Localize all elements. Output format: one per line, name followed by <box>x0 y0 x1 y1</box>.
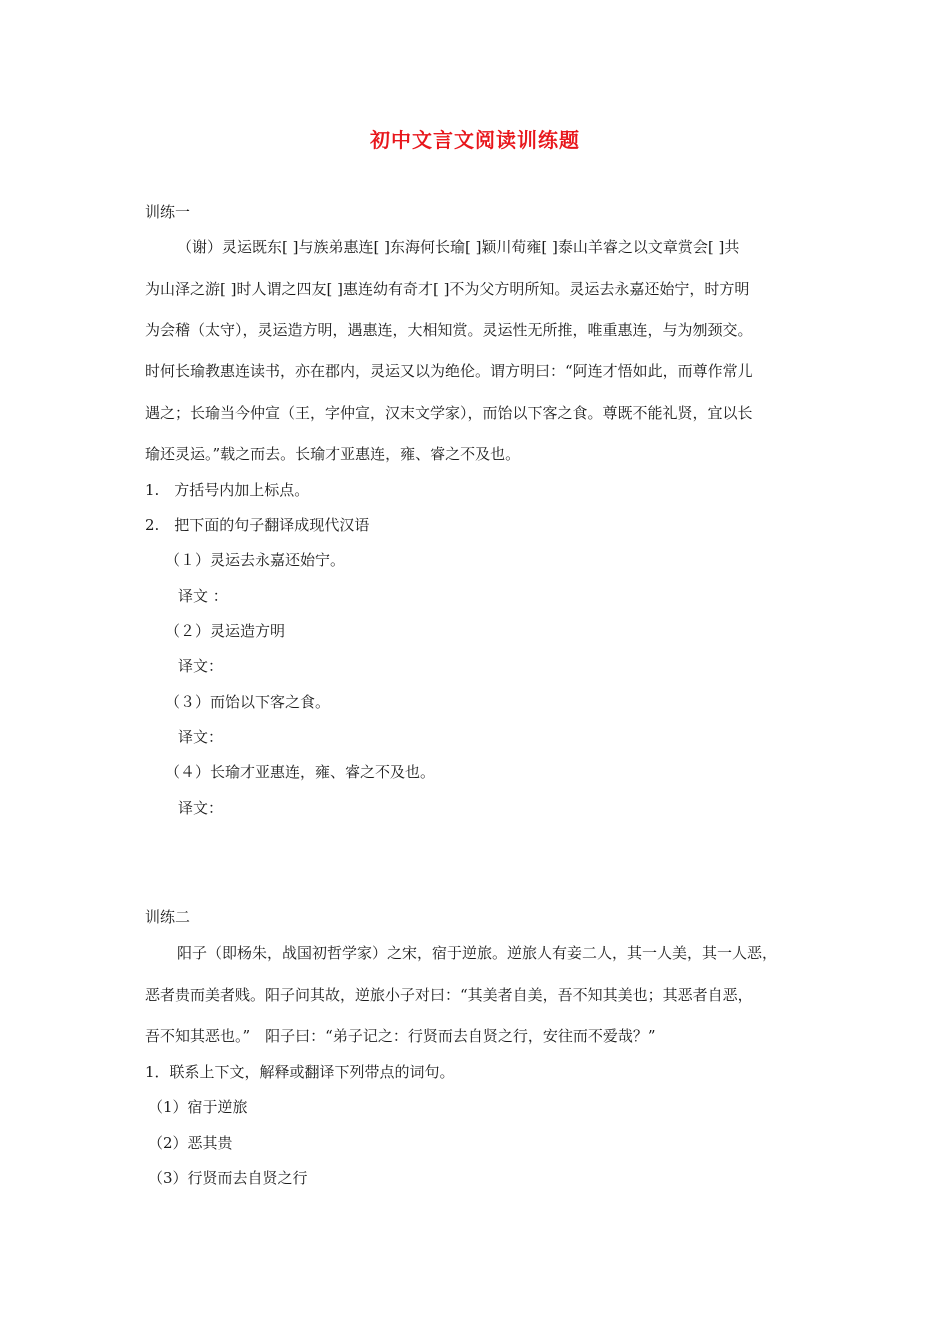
passage-line: 遇之；长瑜当今仲宣（王，字仲宣，汉末文学家），而饴以下客之食。尊既不能礼贤，宜以长 <box>145 404 753 422</box>
question: 1．联系上下文，解释或翻译下列带点的词句。 <box>145 1063 455 1081</box>
section-heading: 训练二 <box>145 908 191 926</box>
sub-question: （２）灵运造方明 <box>165 622 286 640</box>
section-heading: 训练一 <box>145 203 191 221</box>
passage-line: 阳子（即杨朱，战国初哲学家）之宋，宿于逆旅。逆旅人有妾二人，其一人美，其一人恶， <box>177 944 778 962</box>
passage-line: 为山泽之游[ ]时人谓之四友[ ]惠连幼有奇才[ ]不为父方明所知。灵运去永嘉还始宁，时方明 <box>145 280 750 298</box>
passage-line: 为会稽（太守），灵运造方明，遇惠连，大相知赏。灵运性无所推，唯重惠连，与为刎颈交。 <box>145 321 753 339</box>
answer-label: 译文： <box>178 728 224 746</box>
answer-label: 译文： <box>178 657 224 675</box>
sub-question: （3）行贤而去自贤之行 <box>148 1169 308 1187</box>
sub-question: （１）灵运去永嘉还始宁。 <box>165 551 346 569</box>
sub-question: （３）而饴以下客之食。 <box>165 693 331 711</box>
document-title: 初中文言文阅读训练题 <box>370 128 580 152</box>
answer-label: 译文： <box>178 799 224 817</box>
passage-line: 瑜还灵运。”载之而去。长瑜才亚惠连，雍、睿之不及也。 <box>145 445 521 463</box>
answer-label: 译文 ： <box>178 587 228 605</box>
passage-line: （谢）灵运既东[ ]与族弟惠连[ ]东海何长瑜[ ]颖川荀雍[ ]泰山羊睿之以文章赏会[ ]共 <box>177 238 740 256</box>
question: 2. 把下面的句子翻译成现代汉语 <box>145 516 370 534</box>
passage-line: 吾不知其恶也。” 阳子曰：“弟子记之：行贤而去自贤之行，安往而不爱哉？” <box>145 1027 656 1045</box>
sub-question: （1）宿于逆旅 <box>148 1098 248 1116</box>
sub-question: （４）长瑜才亚惠连，雍、睿之不及也。 <box>165 763 436 781</box>
passage-line: 恶者贵而美者贱。阳子问其故，逆旅小子对曰：“其美者自美，吾不知其美也；其恶者自恶， <box>145 986 753 1004</box>
passage-line: 时何长瑜教惠连读书，亦在郡内，灵运又以为绝伦。谓方明曰：“阿连才悟如此，而尊作常儿 <box>145 362 753 380</box>
question: 1. 方括号内加上标点。 <box>145 481 310 499</box>
sub-question: （2）恶其贵 <box>148 1134 233 1152</box>
